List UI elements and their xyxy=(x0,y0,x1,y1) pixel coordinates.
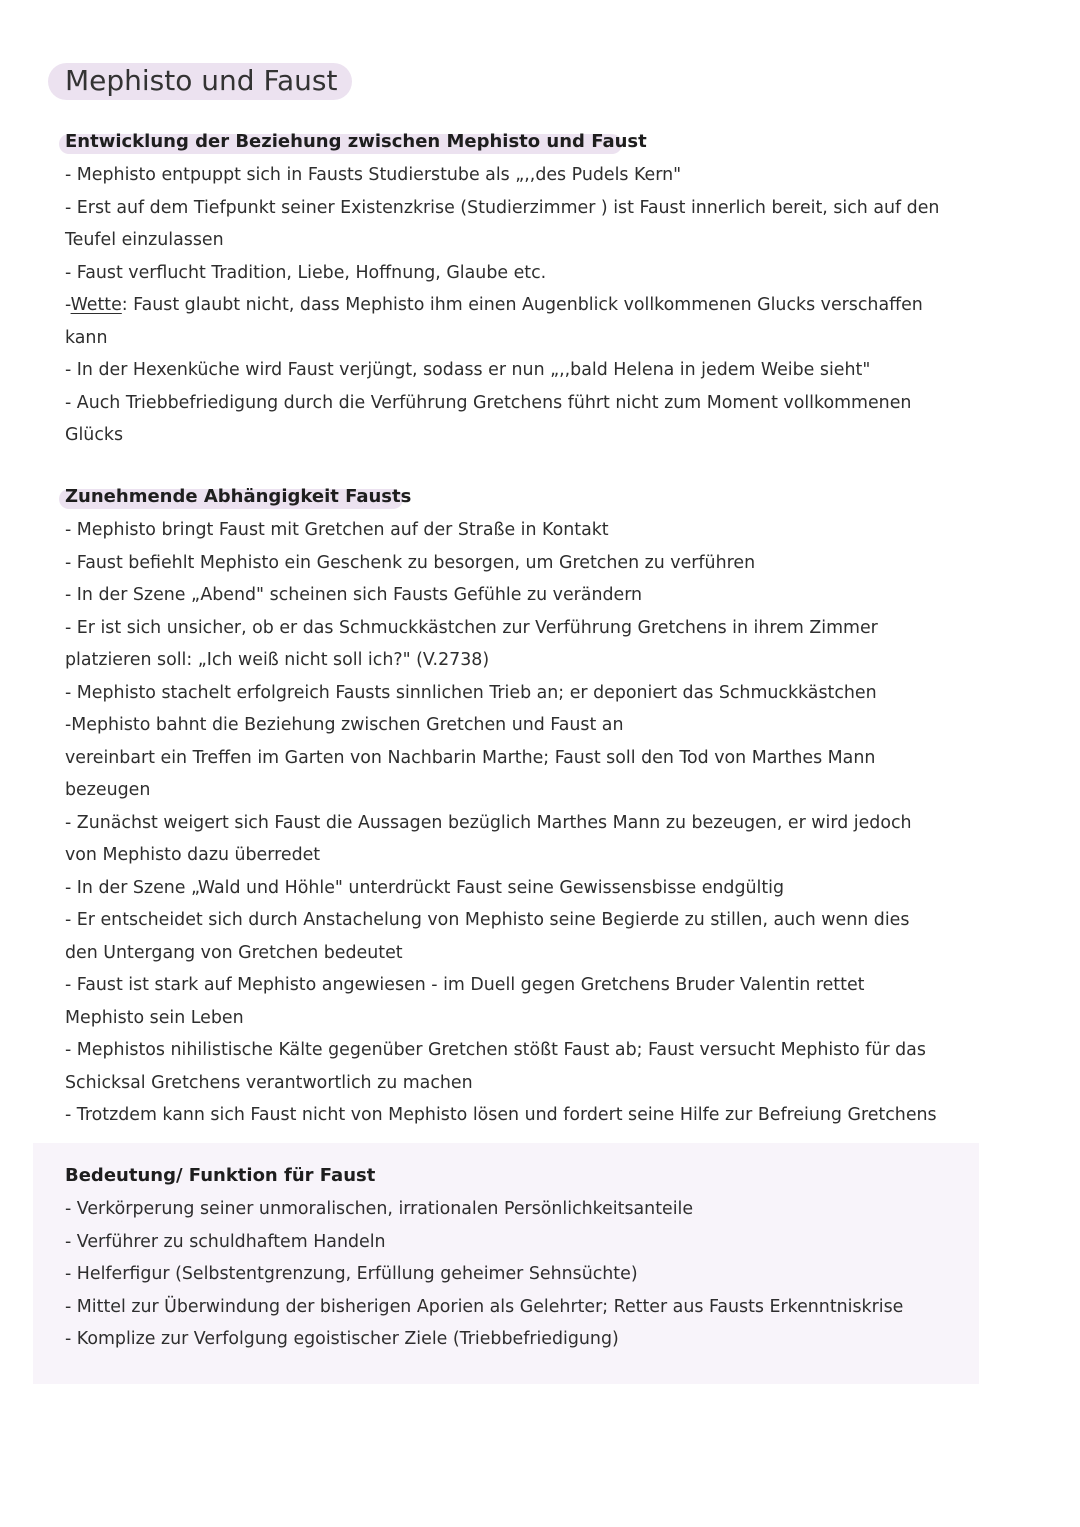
section2-line: - In der Szene „Abend" scheinen sich Fausts Gefühle zu verändern xyxy=(65,585,643,605)
section2-line: von Mephisto dazu überredet xyxy=(65,845,321,865)
section2-line: bezeugen xyxy=(65,780,151,800)
section2-line: - Mephisto stachelt erfolgreich Fausts sinnlichen Trieb an; er deponiert das Schmuckkästchen xyxy=(65,682,877,703)
section1-line: - Auch Triebbefriedigung durch die Verführung Gretchens führt nicht zum Moment vollkommenen xyxy=(65,392,912,413)
section3-line: - Verkörperung seiner unmoralischen, irrationalen Persönlichkeitsanteile xyxy=(65,1199,694,1219)
section1-line: Teufel einzulassen xyxy=(65,230,224,250)
section1-body xyxy=(65,159,985,452)
section2-line: - Mephisto bringt Faust mit Gretchen auf der Straße in Kontakt xyxy=(65,520,609,540)
section2-line: - Faust ist stark auf Mephisto angewiesen - im Duell gegen Gretchens Bruder Valentin rettet xyxy=(65,975,865,995)
section2-line: vereinbart ein Treffen im Garten von Nachbarin Marthe; Faust soll den Tod von Marthes Mann xyxy=(65,747,876,768)
section3-line: - Mittel zur Überwindung der bisherigen Aporien als Gelehrter; Retter aus Fausts Erkenntniskrise xyxy=(65,1296,904,1317)
section1-line: - Faust verflucht Tradition, Liebe, Hoffnung, Glaube etc. xyxy=(65,262,547,283)
wette-rest: : Faust glaubt nicht, dass Mephisto ihm einen Augenblick vollkommenen Glucks verschaffen xyxy=(121,295,923,315)
section2-line: platzieren soll: „Ich weiß nicht soll ich?" (V.2738) xyxy=(65,650,490,670)
section2-line: Schicksal Gretchens verantwortlich zu machen xyxy=(65,1072,473,1093)
section2-line: - Trotzdem kann sich Faust nicht von Mephisto lösen und fordert seine Hilfe zur Befreiung Gretchens xyxy=(65,1105,937,1125)
section1-heading: Entwicklung der Beziehung zwischen Mephisto und Faust xyxy=(65,131,647,152)
section1-line: kann xyxy=(65,327,108,348)
section3-body xyxy=(65,1193,985,1356)
section2-line: - Mephistos nihilistische Kälte gegenüber Gretchen stößt Faust ab; Faust versucht Mephisto für das xyxy=(65,1040,926,1060)
section2-line: den Untergang von Gretchen bedeutet xyxy=(65,942,403,963)
section2-body xyxy=(65,514,985,1132)
section2-line: - Faust befiehlt Mephisto ein Geschenk zu besorgen, um Gretchen zu verführen xyxy=(65,552,756,573)
section2-line: - Er ist sich unsicher, ob er das Schmuckkästchen zur Verführung Gretchens in ihrem Zimmer xyxy=(65,617,878,638)
section3-line: - Komplize zur Verfolgung egoistischer Ziele (Triebbefriedigung) xyxy=(65,1329,619,1349)
section1-line: - Mephisto entpuppt sich in Fausts Studierstube als „,,des Pudels Kern" xyxy=(65,165,682,185)
section3-line: - Helferfigur (Selbstentgrenzung, Erfüllung geheimer Sehnsüchte) xyxy=(65,1264,638,1284)
section3-line: - Verführer zu schuldhaftem Handeln xyxy=(65,1231,386,1252)
section2-line: - In der Szene „Wald und Höhle" unterdrückt Faust seine Gewissensbisse endgültig xyxy=(65,877,785,898)
section1-line: Glücks xyxy=(65,425,124,445)
section3-heading: Bedeutung/ Funktion für Faust xyxy=(65,1165,376,1186)
section2-heading: Zunehmende Abhängigkeit Fausts xyxy=(65,486,412,507)
section2-line: -Mephisto bahnt die Beziehung zwischen Gretchen und Faust an xyxy=(65,715,624,735)
section2-line: - Zunächst weigert sich Faust die Aussagen bezüglich Marthes Mann zu bezeugen, er wird jedoch xyxy=(65,812,912,833)
section2-line: - Er entscheidet sich durch Anstachelung von Mephisto seine Begierde zu stillen, auch wenn dies xyxy=(65,910,910,930)
section1-line-wette xyxy=(65,289,985,322)
wette-term: Wette xyxy=(70,295,122,315)
section1-line: - Erst auf dem Tiefpunkt seiner Existenzkrise (Studierzimmer ) ist Faust innerlich bereit, sich auf den xyxy=(65,197,940,218)
wette-prefix: - xyxy=(65,295,71,315)
page-title: Mephisto und Faust xyxy=(65,64,338,97)
section2-line: Mephisto sein Leben xyxy=(65,1007,244,1028)
section1-line: - In der Hexenküche wird Faust verjüngt, sodass er nun „,,bald Helena in jedem Weibe sieht" xyxy=(65,360,871,380)
